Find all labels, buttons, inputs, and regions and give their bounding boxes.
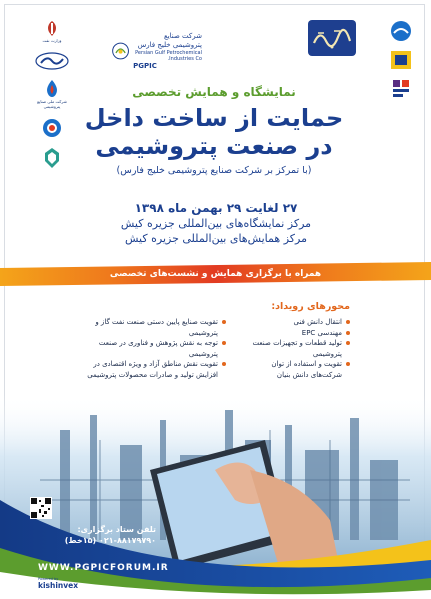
list-item: تقویت نقش مناطق آزاد و ویژه اقتصادی در افزایش تولید و صادرات محصولات پتروشیمی <box>80 359 226 380</box>
kishinvex-logo: kishinvex <box>38 581 79 590</box>
focus-subtitle: (با تمرکز بر شرکت صنایع پتروشیمی خلیج فارس) <box>116 165 312 176</box>
pgpic-abbr: PGPIC <box>133 62 157 70</box>
list-item: تولید قطعات و تجهیزات صنعت پتروشیمی <box>238 338 350 359</box>
ministry-caption: وزارت نفت <box>42 38 62 43</box>
list-item: انتقال دانش فنی <box>238 317 350 328</box>
axes-title: محورهای رویداد: <box>271 301 350 312</box>
main-title-line2: در صنعت پتروشیمی <box>95 132 333 160</box>
exhibition-venue: مرکز نمایشگاه‌های بین‌المللی جزیره کیش <box>120 217 312 230</box>
oil-company-caption: شرکت ملی صنایع پتروشیمی <box>37 99 67 109</box>
band-text: همراه با برگزاری همایش و نشست‌های تخصصی <box>109 269 322 279</box>
contact-label: تلفن ستاد برگزاری: <box>77 525 156 534</box>
pgpic-name-en: Persian Gulf Petrochemical Industries Co. <box>135 50 202 62</box>
main-title-line1: حمایت از ساخت داخل <box>84 104 344 132</box>
contact-block <box>38 524 156 546</box>
website-link[interactable]: WWW.PGPICFORUM.IR <box>38 563 169 573</box>
list-item: توجه به نقش پژوهش و فناوری در صنعت پتروشیمی <box>80 338 226 359</box>
conference-venue: مرکز همایش‌های بین‌المللی جزیره کیش <box>125 232 307 245</box>
list-item: مهندسی EPC <box>238 328 350 339</box>
list-item: تقویت و استفاده از توان شرکت‌های دانش بنیان <box>238 359 350 380</box>
pgpic-name-fa: شرکت صنایع پتروشیمی خلیج فارس <box>137 32 202 49</box>
qr-code-icon <box>30 497 52 519</box>
event-dates: ۲۷ لغایت ۲۹ بهمن ماه ۱۳۹۸ <box>134 201 298 215</box>
powered-by-label: Powered by <box>38 577 59 581</box>
contact-phone[interactable]: ۰۲۱-۸۸۱۷۹۷۹۰ (۱۵خط) <box>64 536 156 545</box>
expo-type: نمایشگاه و همایش تخصصی <box>132 85 296 99</box>
list-item: تقویت صنایع پایین دستی صنعت نفت گاز و پتروشیمی <box>80 317 226 338</box>
